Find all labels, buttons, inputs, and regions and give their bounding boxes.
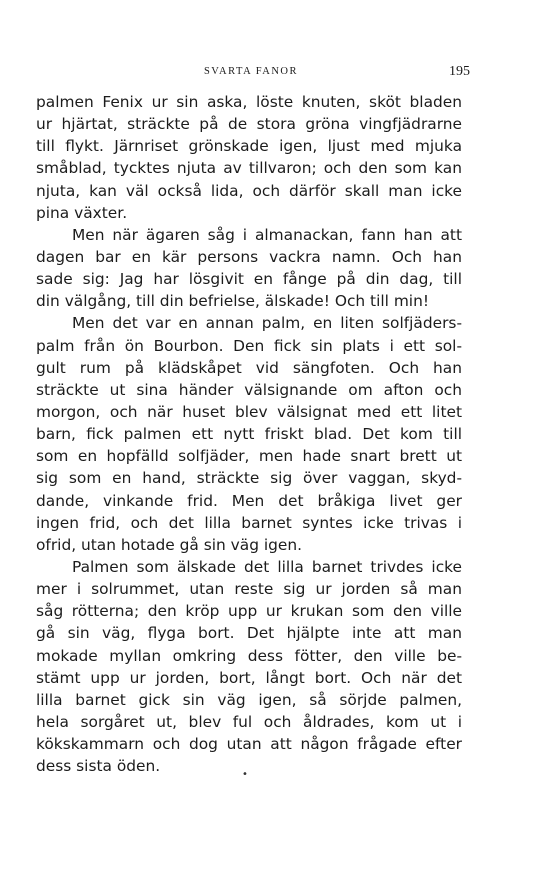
text-line: lilla barnet gick sin väg igen, så sörjde palmen, xyxy=(36,690,462,709)
text-line: såg rötterna; den kröp upp ur krukan som den ville xyxy=(36,602,462,621)
text-line: ur hjärtat, sträckte på de stora gröna vingfjädrarne xyxy=(36,115,462,134)
running-title: SVARTA FANOR xyxy=(203,66,299,77)
text-line: barn, fick palmen ett nytt friskt blad. Det kom till xyxy=(36,425,462,444)
paragraph xyxy=(36,224,462,313)
text-line: Men det var en annan palm, en liten solfjäders- xyxy=(72,314,462,333)
text-line: kökskammarn och dog utan att någon frågade efter xyxy=(36,735,462,754)
text-line: morgon, och när huset blev välsignat med ett litet xyxy=(36,402,462,421)
body-text xyxy=(36,91,462,777)
text-line: dess sista öden. xyxy=(36,757,161,776)
text-line: dande, vinkande frid. Men det bråkiga livet ger xyxy=(36,491,462,510)
text-line: Palmen som älskade det lilla barnet trivdes icke xyxy=(72,557,462,576)
text-line: sig som en hand, sträckte sig över vaggan, skyd- xyxy=(36,469,462,488)
text-line: Men när ägaren såg i almanackan, fann han att xyxy=(72,225,462,244)
text-line: pina växter. xyxy=(36,203,128,222)
paragraph xyxy=(36,312,462,556)
text-line: palm från ön Bourbon. Den fick sin plats i ett sol- xyxy=(36,336,462,355)
text-line: mer i solrummet, utan reste sig ur jorden så man xyxy=(36,580,462,599)
paragraph xyxy=(36,556,462,777)
text-line: sade sig: Jag har lösgivit en fånge på din dag, till xyxy=(36,270,462,289)
text-line: ingen frid, och det lilla barnet syntes icke trivas i xyxy=(36,513,462,532)
text-line: till flykt. Järnriset grönskade igen, ljust med mjuka xyxy=(36,137,462,156)
text-line: palmen Fenix ur sin aska, löste knuten, sköt bladen xyxy=(36,93,462,111)
text-line: gult rum på klädskåpet vid sängfoten. Och han xyxy=(36,358,462,377)
text-line: sträckte ut sina händer välsignande om afton och xyxy=(36,380,462,399)
text-line: hela sorgåret ut, blev ful och åldrades, kom ut i xyxy=(36,712,462,731)
page-number: 195 xyxy=(449,64,470,79)
paragraph xyxy=(36,91,462,224)
text-line: ofrid, utan hotade gå sin väg igen. xyxy=(36,535,303,554)
text-line: stämt upp ur jorden, bort, långt bort. Och när det xyxy=(36,668,462,687)
text-line: gå sin väg, flyga bort. Det hjälpte inte att man xyxy=(36,624,462,643)
running-head xyxy=(36,64,470,82)
text-line: njuta, kan väl också lida, och därför skall man icke xyxy=(36,181,462,200)
text-line: din välgång, till din befrielse, älskade! Och till min! xyxy=(36,292,430,311)
text-line: småblad, tycktes njuta av tillvaron; och den som kan xyxy=(36,159,462,178)
text-line: som en hopfälld solfjäder, men hade snart brett ut xyxy=(36,447,462,466)
text-line: mokade myllan omkring dess fötter, den ville be- xyxy=(36,646,462,665)
end-mark: • xyxy=(242,769,248,780)
text-line: dagen bar en kär persons vackra namn. Och han xyxy=(36,247,462,266)
